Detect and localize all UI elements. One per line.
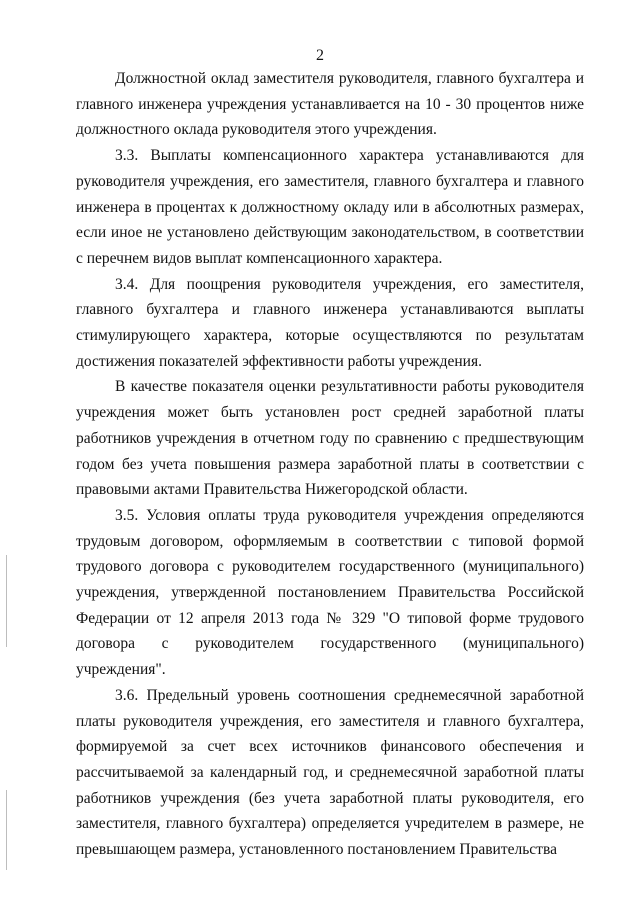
paragraph-3-6-salary-ratio: 3.6. Предельный уровень соотношения среднемесячной заработной платы руководителя учреждения, его заместителя и главного бухгалтера, формируемой за счет всех источников финансового обеспечения и рассчитываемой за календарный год, и среднемесячной заработной платы работников учреждения (без учета заработной платы руководителя, его заместителя, главного бухгалтера) определяется учредителем в размере, не превышающем размера, установленного постановлением Правительства [76,686,584,859]
scan-margin-mark [6,555,7,647]
paragraph-performance-indicator: В качестве показателя оценки результативности работы руководителя учреждения может быть установлен рост средней заработной платы работников учреждения в отчетном году по сравнению с предшествующим годом без учета повышения размера заработной платы в соответствии с правовыми актами Правительства Нижегородской области. [76,378,584,499]
paragraph-3-3-compensation: 3.3. Выплаты компенсационного характера устанавливаются для руководителя учреждения, его заместителя, главного бухгалтера и главного инженера в процентах к должностному окладу или в абсолютных размерах, если иное не установлено действующим законодательством, в соответствии с перечнем видов выплат компенсационного характера. [76,147,584,267]
scan-margin-mark [6,790,7,870]
paragraph-salary-deputy: Должностной оклад заместителя руководителя, главного бухгалтера и главного инженера учреждения устанавливается на 10 - 30 процентов ниже должностного оклада руководителя этого учреждения. [76,70,584,139]
page-number: 2 [316,47,324,64]
paragraph-3-4-incentive: 3.4. Для поощрения руководителя учреждения, его заместителя, главного бухгалтера и главного инженера устанавливаются выплаты стимулирующего характера, которые осуществляются по результатам достижения показателей эффективности работы учреждения. [76,275,584,370]
document-body [76,66,584,863]
paragraph-3-5-labor-contract: 3.5. Условия оплаты труда руководителя учреждения определяются трудовым договором, оформляемым в соответствии с типовой формой трудового договора с руководителем государственного (муниципального) учреждения, утвержденной постановлением Правительства Российской Федерации от 12 апреля 2013 года № 329 "О типовой форме трудового договора с руководителем государственного (муниципального) учреждения". [76,506,584,679]
